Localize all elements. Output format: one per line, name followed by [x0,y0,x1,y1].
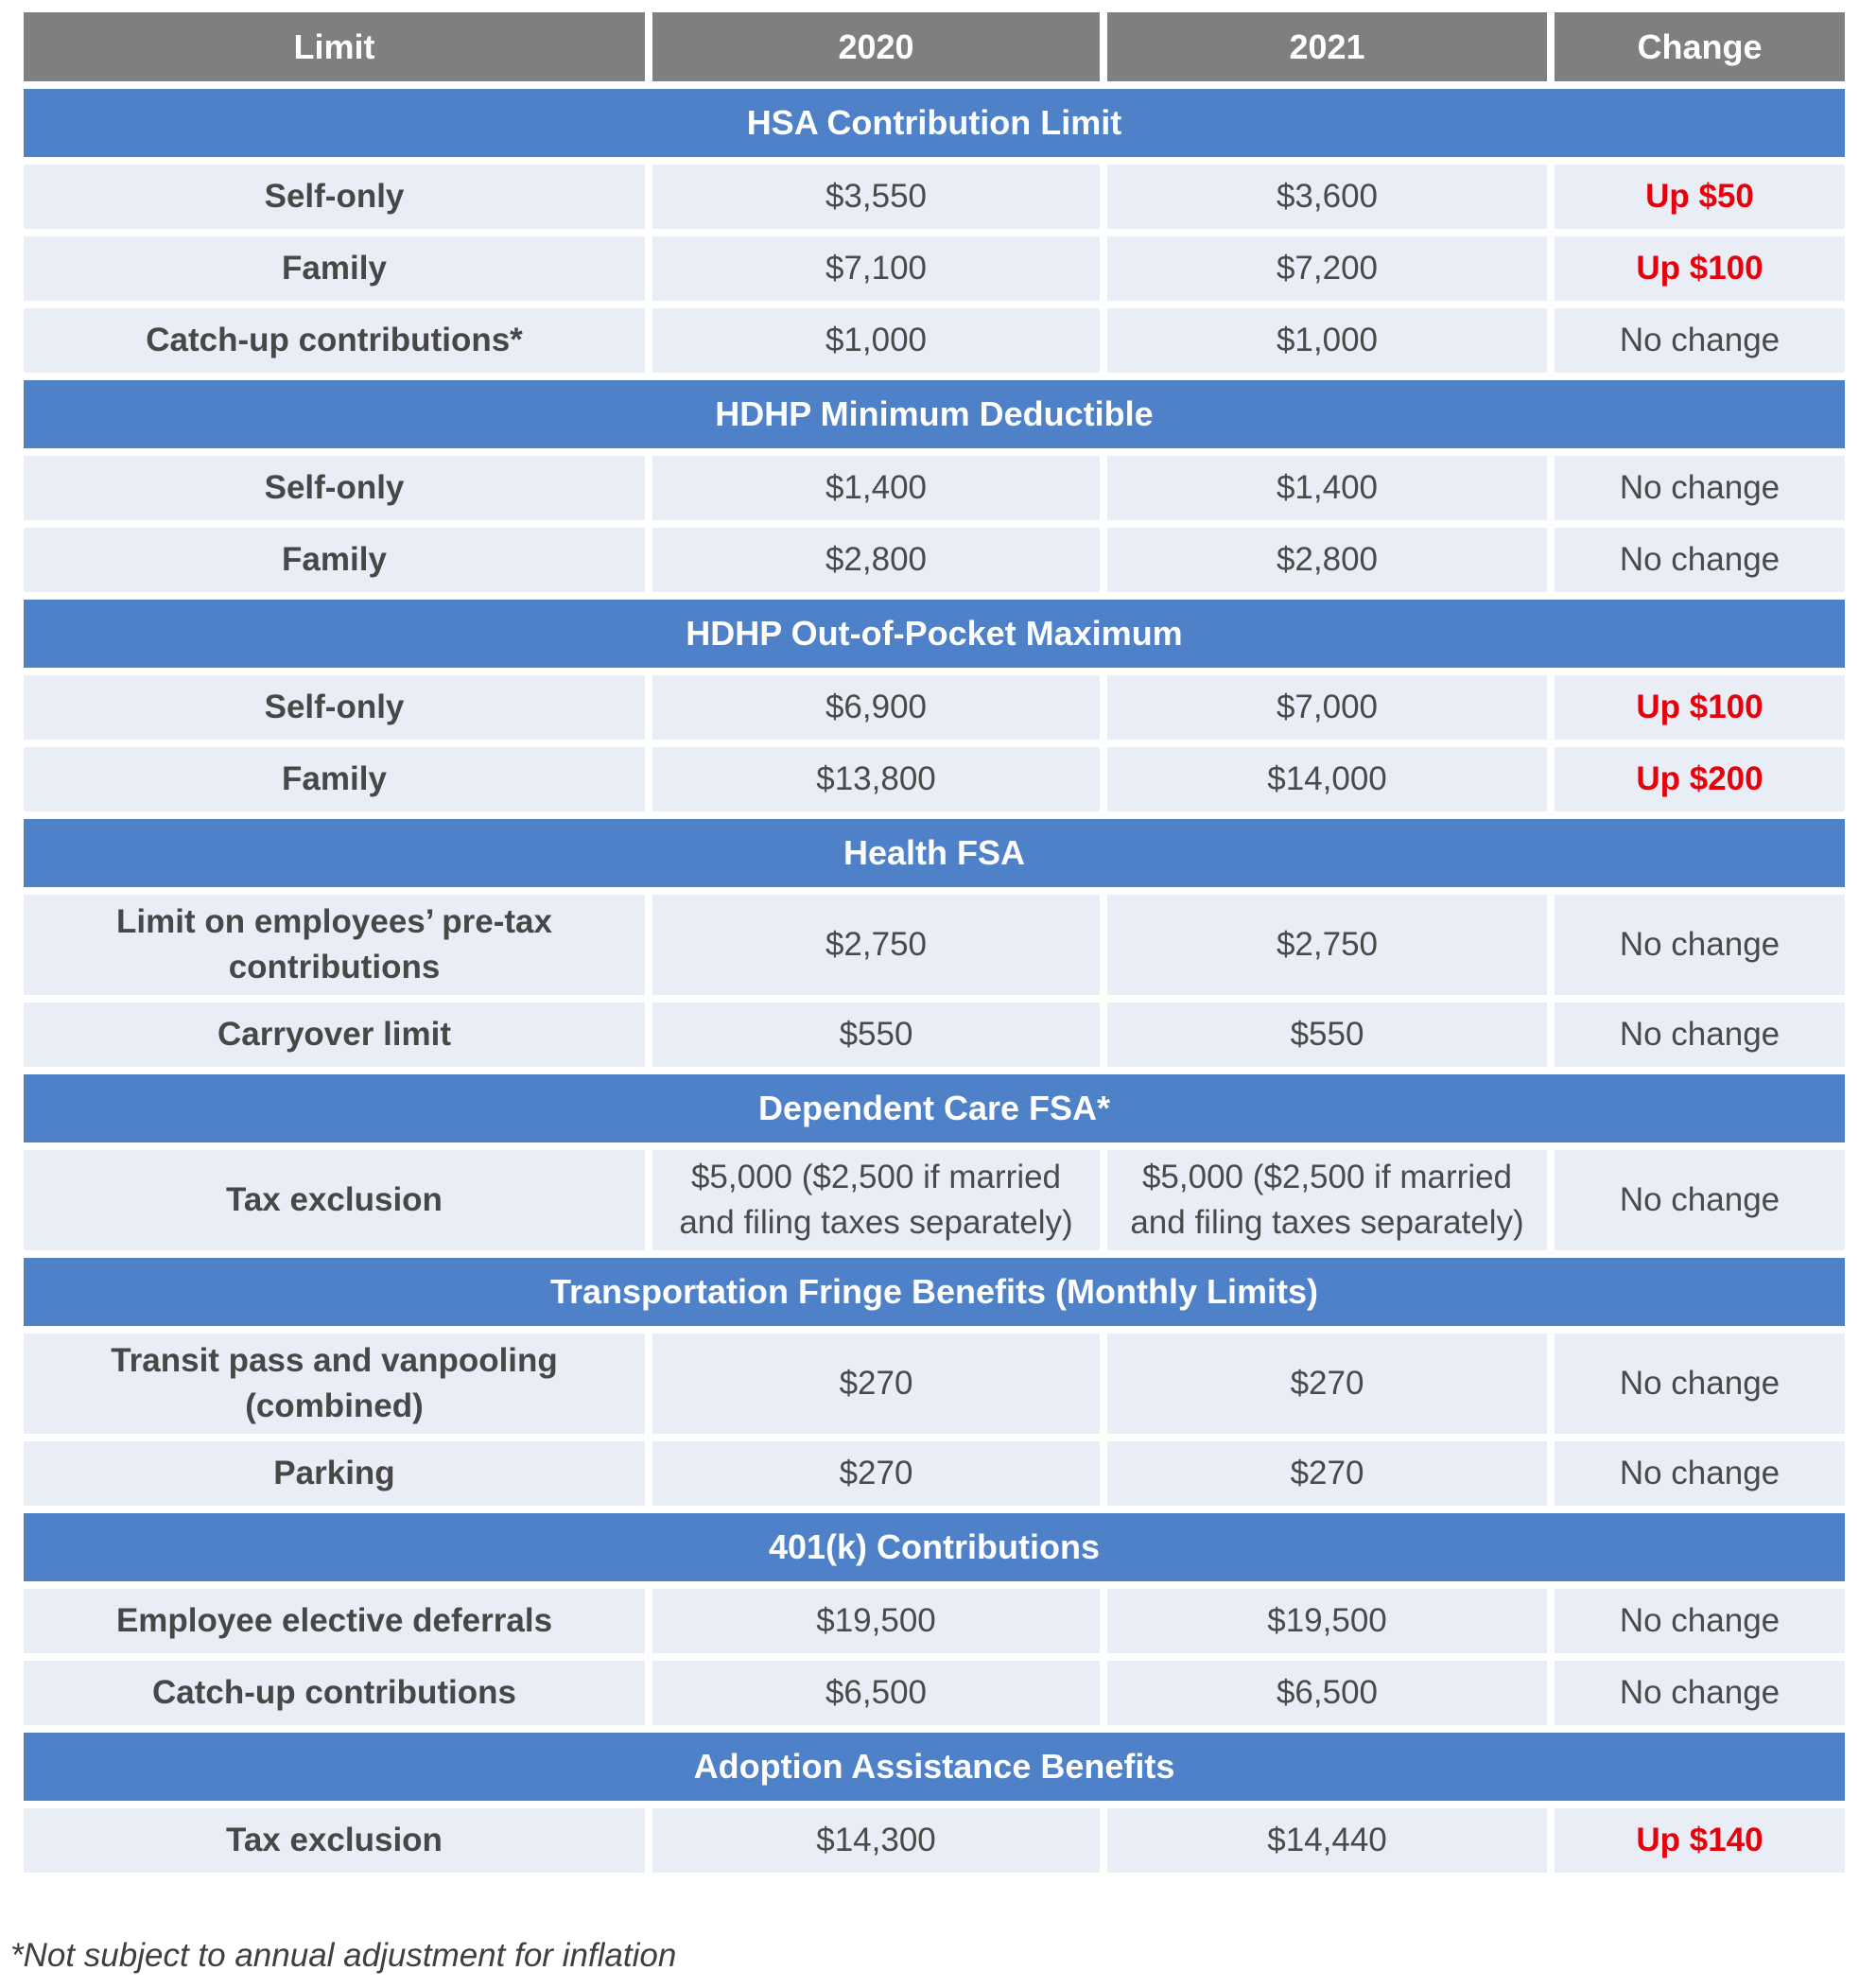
section-row [24,1733,1845,1801]
value-2021-cell: $19,500 [1107,1589,1547,1653]
value-2020-cell: $270 [652,1334,1100,1434]
value-2020-cell: $270 [652,1441,1100,1506]
column-header-2020: 2020 [652,12,1100,81]
limit-cell: Family [24,747,645,811]
benefit-limits-table [16,5,1852,1880]
value-2020-cell: $1,400 [652,456,1100,520]
limit-cell: Carryover limit [24,1003,645,1067]
limit-cell: Tax exclusion [24,1150,645,1250]
table-row [24,1661,1845,1725]
value-2020-cell: $13,800 [652,747,1100,811]
table-row [24,1441,1845,1506]
column-header-2021: 2021 [1107,12,1547,81]
value-2021-cell: $550 [1107,1003,1547,1067]
value-2021-cell: $1,400 [1107,456,1547,520]
value-2020-cell: $1,000 [652,308,1100,373]
change-cell: No change [1555,1661,1845,1725]
table-body [24,89,1845,1873]
value-2020-cell: $3,550 [652,165,1100,229]
value-2021-cell: $7,200 [1107,236,1547,301]
table-row [24,1589,1845,1653]
table-row [24,747,1845,811]
header-row [24,12,1845,81]
limit-cell: Transit pass and vanpooling (combined) [24,1334,645,1434]
section-title: HSA Contribution Limit [24,89,1845,157]
change-cell: No change [1555,1441,1845,1506]
table-row [24,675,1845,740]
value-2020-cell: $550 [652,1003,1100,1067]
limit-cell: Parking [24,1441,645,1506]
limit-cell: Self-only [24,456,645,520]
limit-cell: Employee elective deferrals [24,1589,645,1653]
limit-cell: Tax exclusion [24,1808,645,1873]
change-cell: No change [1555,528,1845,592]
section-title: 401(k) Contributions [24,1513,1845,1581]
value-2021-cell: $270 [1107,1334,1547,1434]
section-row [24,819,1845,887]
table-row [24,1003,1845,1067]
section-row [24,1513,1845,1581]
section-row [24,1258,1845,1326]
section-title: Transportation Fringe Benefits (Monthly Limits) [24,1258,1845,1326]
section-title: Dependent Care FSA* [24,1074,1845,1142]
table-row [24,236,1845,301]
table-row [24,895,1845,995]
section-title: Health FSA [24,819,1845,887]
value-2020-cell: $6,900 [652,675,1100,740]
limit-cell: Catch-up contributions* [24,308,645,373]
value-2020-cell: $6,500 [652,1661,1100,1725]
section-title: HDHP Minimum Deductible [24,380,1845,448]
value-2021-cell: $14,000 [1107,747,1547,811]
table-row [24,308,1845,373]
table-row [24,456,1845,520]
change-cell: No change [1555,895,1845,995]
limit-cell: Family [24,236,645,301]
table-row [24,528,1845,592]
limit-cell: Limit on employees’ pre-tax contributions [24,895,645,995]
value-2021-cell: $6,500 [1107,1661,1547,1725]
section-title: HDHP Out-of-Pocket Maximum [24,600,1845,668]
value-2020-cell: $14,300 [652,1808,1100,1873]
limit-cell: Catch-up contributions [24,1661,645,1725]
table-row [24,165,1845,229]
value-2020-cell: $7,100 [652,236,1100,301]
limit-cell: Self-only [24,675,645,740]
section-row [24,600,1845,668]
value-2021-cell: $2,750 [1107,895,1547,995]
value-2021-cell: $14,440 [1107,1808,1547,1873]
column-header-change: Change [1555,12,1845,81]
section-row [24,380,1845,448]
section-title: Adoption Assistance Benefits [24,1733,1845,1801]
change-cell: Up $100 [1555,675,1845,740]
limit-cell: Family [24,528,645,592]
value-2021-cell: $3,600 [1107,165,1547,229]
value-2021-cell: $1,000 [1107,308,1547,373]
change-cell: No change [1555,1150,1845,1250]
limit-cell: Self-only [24,165,645,229]
table-row [24,1150,1845,1250]
value-2021-cell: $7,000 [1107,675,1547,740]
footnote: *Not subject to annual adjustment for inflation [10,1937,677,1974]
change-cell: No change [1555,1334,1845,1434]
value-2020-cell: $19,500 [652,1589,1100,1653]
change-cell: Up $140 [1555,1808,1845,1873]
value-2020-cell: $2,750 [652,895,1100,995]
value-2021-cell: $2,800 [1107,528,1547,592]
change-cell: No change [1555,456,1845,520]
change-cell: No change [1555,1003,1845,1067]
table-row [24,1334,1845,1434]
change-cell: Up $100 [1555,236,1845,301]
change-cell: No change [1555,1589,1845,1653]
change-cell: Up $200 [1555,747,1845,811]
change-cell: Up $50 [1555,165,1845,229]
section-row [24,1074,1845,1142]
value-2021-cell: $270 [1107,1441,1547,1506]
value-2020-cell: $5,000 ($2,500 if married and filing taxes separately) [652,1150,1100,1250]
table-row [24,1808,1845,1873]
change-cell: No change [1555,308,1845,373]
value-2020-cell: $2,800 [652,528,1100,592]
section-row [24,89,1845,157]
value-2021-cell: $5,000 ($2,500 if married and filing taxes separately) [1107,1150,1547,1250]
column-header-limit: Limit [24,12,645,81]
